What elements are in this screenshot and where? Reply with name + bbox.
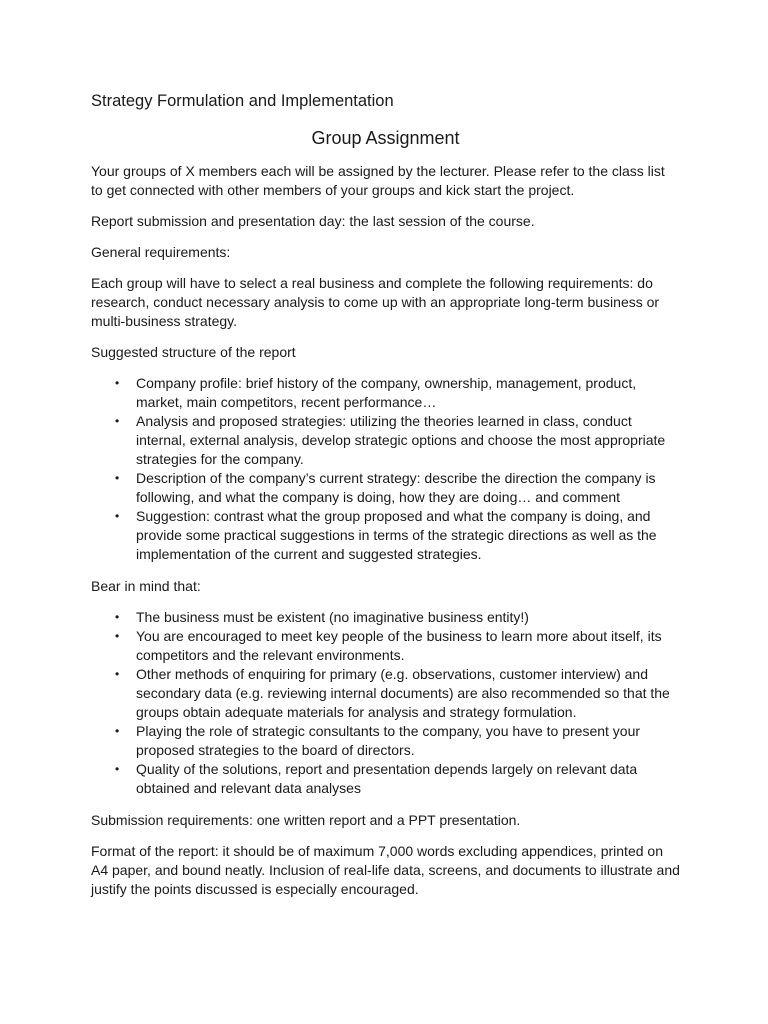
list-item-text: Playing the role of strategic consultants to the company, you have to present your proposed strategies to the board of directors. <box>136 723 641 758</box>
intro-paragraph: Your groups of X members each will be assigned by the lecturer. Please refer to the class list to get connected with other members of your groups and kick start the project. <box>91 163 665 198</box>
list-item <box>91 760 680 798</box>
list-item <box>91 469 680 507</box>
structure-list <box>91 374 680 564</box>
structure-label: Suggested structure of the report <box>91 344 296 360</box>
list-item-text: Company profile: brief history of the company, ownership, management, product, market, main competitors, recent performance… <box>136 375 637 410</box>
list-item <box>91 374 680 412</box>
list-item <box>91 722 680 760</box>
general-requirements-paragraph: Each group will have to select a real business and complete the following requirements: do research, conduct necessary analysis to come up with an appropriate long-term business or multi-business strategy. <box>91 275 660 329</box>
format-paragraph: Format of the report: it should be of maximum 7,000 words excluding appendices, printed on A4 paper, and bound neatly. Inclusion of real-life data, screens, and documents to illustrate and justify the points discussed is especially encouraged. <box>91 843 680 897</box>
list-item-text: Other methods of enquiring for primary (e.g. observations, customer interview) and secondary data (e.g. reviewing internal documents) are also recommended so that the groups obtain adequate materials for analysis and strategy formulation. <box>136 666 670 720</box>
list-item-text: Description of the company’s current strategy: describe the direction the company is following, and what the company is doing, how they are doing… and comment <box>136 470 656 505</box>
list-item-text: Quality of the solutions, report and presentation depends largely on relevant data obtained and relevant data analyses <box>136 761 638 796</box>
list-item-text: Suggestion: contrast what the group proposed and what the company is doing, and provide some practical suggestions in terms of the strategic directions as well as the implementation of the current and suggested strategies. <box>136 508 657 562</box>
list-item-text: You are encouraged to meet key people of the business to learn more about itself, its competitors and the relevant environments. <box>136 628 662 663</box>
bullet-icon: • <box>115 414 120 428</box>
bullet-icon: • <box>115 509 120 523</box>
bullet-icon: • <box>115 724 120 738</box>
list-item-text: The business must be existent (no imaginative business entity!) <box>136 609 529 625</box>
bear-in-mind-label: Bear in mind that: <box>91 578 201 594</box>
bullet-icon: • <box>115 667 120 681</box>
list-item <box>91 627 680 665</box>
bullet-icon: • <box>115 762 120 776</box>
general-requirements-label: General requirements: <box>91 244 231 260</box>
bullet-icon: • <box>115 471 120 485</box>
submission-requirements-paragraph: Submission requirements: one written report and a PPT presentation. <box>91 812 521 828</box>
list-item <box>91 412 680 469</box>
list-item <box>91 665 680 722</box>
list-item-text: Analysis and proposed strategies: utilizing the theories learned in class, conduct internal, external analysis, develop strategic options and choose the most appropriate strategies for the company. <box>136 413 666 467</box>
list-item <box>91 608 680 627</box>
assignment-heading: Group Assignment <box>311 128 460 148</box>
list-item <box>91 507 680 564</box>
bullet-icon: • <box>115 376 120 390</box>
document-title: Strategy Formulation and Implementation <box>91 92 394 110</box>
bullet-icon: • <box>115 629 120 643</box>
submission-day-paragraph: Report submission and presentation day: the last session of the course. <box>91 213 535 229</box>
bullet-icon: • <box>115 610 120 624</box>
bear-in-mind-list <box>91 608 680 798</box>
